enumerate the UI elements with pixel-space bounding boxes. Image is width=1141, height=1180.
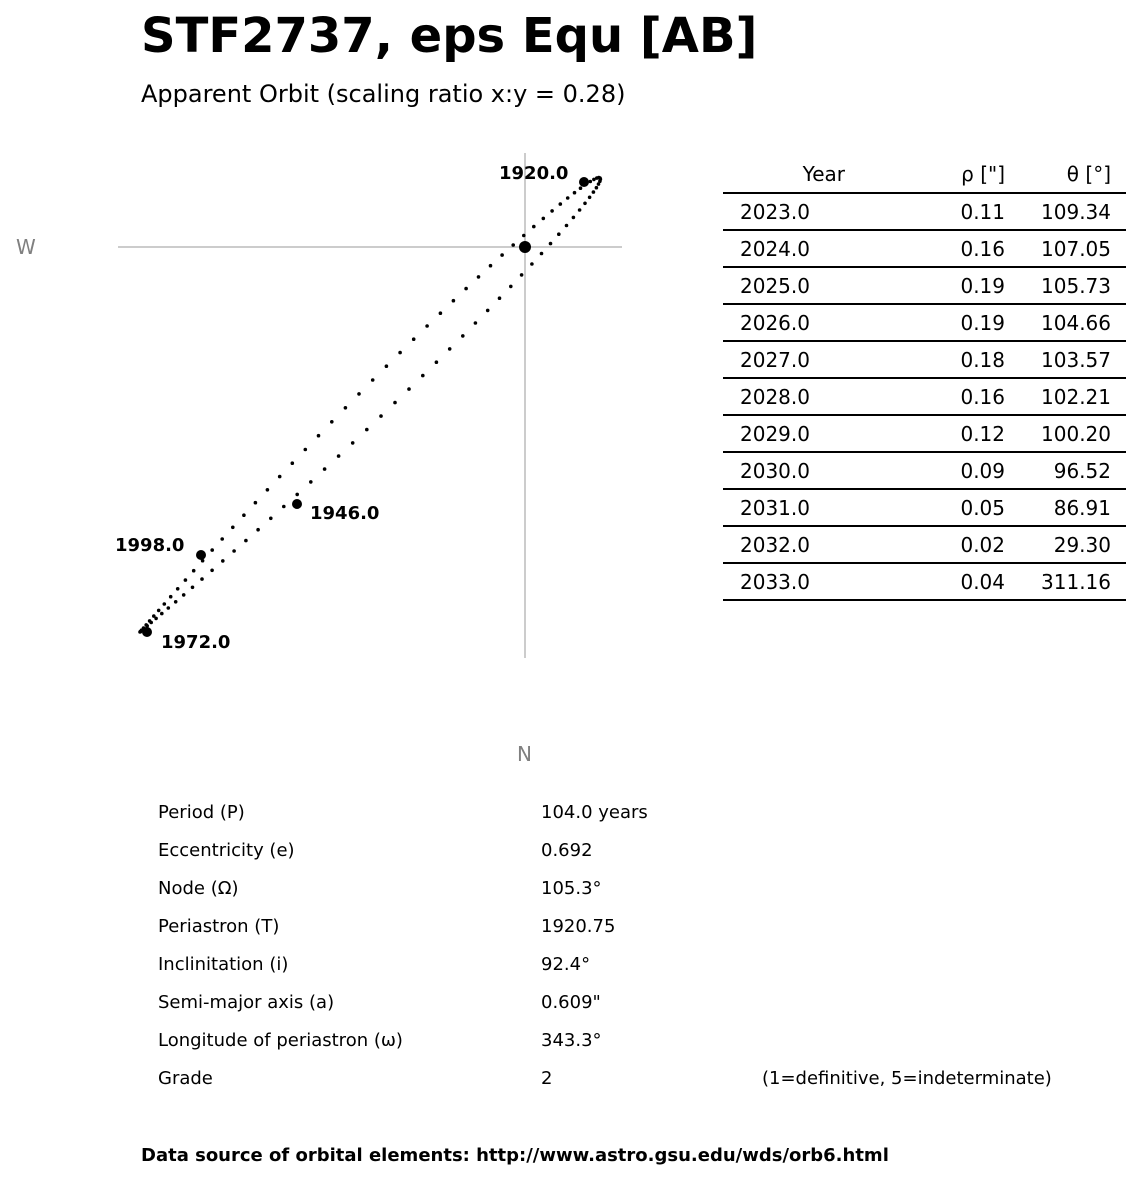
orbit-point [477,275,481,279]
orbit-point [184,578,188,582]
orbit-point [500,253,504,257]
orbit-point [589,180,593,184]
orbit-point [425,324,429,328]
chart-subtitle: Apparent Orbit (scaling ratio x:y = 0.28) [141,80,626,108]
orbit-point [578,208,582,212]
orbit-point [254,501,258,505]
element-value: 104.0 years [541,802,648,823]
ephemeris-table [723,156,1126,601]
orbit-point [583,202,587,206]
chart-title: STF2737, eps Equ [AB] [141,8,758,64]
element-label: Periastron (T) [158,916,280,937]
orbit-point [559,202,563,206]
orbit-point [393,401,397,405]
orbit-point [139,630,143,634]
orbit-point [412,337,416,341]
epoch-label: 1946.0 [310,503,380,524]
epoch-label: 1972.0 [161,632,231,653]
orbit-point [448,347,452,351]
orbit-point [149,621,153,625]
orbit-point [160,612,164,616]
rho-cell: 0.09 [860,452,1020,489]
primary-star-marker [519,241,531,253]
table-row [723,378,1126,415]
orbit-point [174,600,178,604]
rho-cell: 0.16 [860,378,1020,415]
orbit-point [550,209,554,213]
year-cell: 2031.0 [723,489,860,526]
table-row [723,415,1126,452]
epoch-marker [196,550,206,560]
orbit-point [579,186,583,190]
orbit-point [163,602,167,606]
rho-cell: 0.05 [860,489,1020,526]
element-label: Longitude of periastron (ω) [158,1030,403,1051]
epoch-label: 1920.0 [499,163,569,184]
year-cell: 2026.0 [723,304,860,341]
orbit-point [452,299,456,303]
header-rho: ρ ["] [860,156,1020,193]
table-row [723,341,1126,378]
year-cell: 2025.0 [723,267,860,304]
orbit-point [221,559,225,563]
header-year: Year [723,156,860,193]
orbit-point [337,454,341,458]
theta-cell: 105.73 [1020,267,1126,304]
rho-cell: 0.02 [860,526,1020,563]
orbit-point [242,513,246,517]
rho-cell: 0.11 [860,193,1020,230]
element-value: 92.4° [541,954,591,975]
orbit-point [530,262,534,266]
orbit-point [540,252,544,256]
table-row [723,526,1126,563]
orbit-point [344,406,348,410]
epoch-label: 1998.0 [115,535,185,556]
orbit-point [291,461,295,465]
orbit-point [509,285,513,289]
rho-cell: 0.16 [860,230,1020,267]
orbit-point [191,586,195,590]
table-row [723,452,1126,489]
orbit-point [421,374,425,378]
element-label: Eccentricity (e) [158,840,295,861]
west-label: W [16,235,36,259]
orbit-point [295,493,299,497]
theta-cell: 102.21 [1020,378,1126,415]
orbit-point [351,441,355,445]
orbit-point [304,448,308,452]
orbit-point [511,243,515,247]
orbit-point [232,549,236,553]
rho-cell: 0.19 [860,267,1020,304]
element-value: 2 [541,1068,553,1089]
orbit-point [282,505,286,509]
orbit-point [464,287,468,291]
orbit-point [522,234,526,238]
table-row [723,563,1126,600]
orbit-point [439,311,443,315]
orbit-point [498,296,502,300]
element-label: Node (Ω) [158,878,239,899]
theta-cell: 100.20 [1020,415,1126,452]
orbit-point [309,480,313,484]
element-label: Inclinitation (i) [158,954,289,975]
orbit-point [385,364,389,368]
year-cell: 2023.0 [723,193,860,230]
orbit-point [407,387,411,391]
table-row [723,230,1126,267]
orbit-point [542,217,546,221]
orbit-point [256,528,260,532]
element-value: 105.3° [541,878,602,899]
orbit-point [154,617,158,621]
year-cell: 2029.0 [723,415,860,452]
rho-cell: 0.19 [860,304,1020,341]
orbit-point [167,606,171,610]
theta-cell: 29.30 [1020,526,1126,563]
orbit-point [157,609,161,613]
header-theta: θ [°] [1020,156,1126,193]
epoch-marker [292,499,302,509]
orbit-dots [138,176,602,634]
element-value: 0.692 [541,840,593,861]
epoch-marker [579,177,589,187]
orbit-point [549,242,553,246]
orbit-point [210,569,214,573]
orbit-point [371,378,375,382]
theta-cell: 107.05 [1020,230,1126,267]
table-row [723,193,1126,230]
element-label: Period (P) [158,802,245,823]
north-label: N [517,742,532,766]
orbit-point [244,539,248,543]
element-value: 0.609" [541,992,601,1013]
orbit-point [489,264,493,268]
theta-cell: 311.16 [1020,563,1126,600]
data-source-footer: Data source of orbital elements: http://www.astro.gsu.edu/wds/orb6.html [141,1145,889,1166]
orbit-point [357,392,361,396]
orbit-point [435,360,439,364]
theta-cell: 86.91 [1020,489,1126,526]
year-cell: 2024.0 [723,230,860,267]
orbit-point [461,334,465,338]
element-label: Semi-major axis (a) [158,992,335,1013]
orbit-point [330,420,334,424]
element-value: 343.3° [541,1030,602,1051]
orbit-point [365,428,369,432]
element-note: (1=definitive, 5=indeterminate) [762,1068,1052,1089]
year-cell: 2030.0 [723,452,860,489]
orbit-point [572,216,576,220]
orbit-point [566,196,570,200]
rho-cell: 0.18 [860,341,1020,378]
orbit-point [565,224,569,228]
orbit-point [169,595,173,599]
orbit-point [588,196,592,200]
orbit-point [210,548,214,552]
theta-cell: 104.66 [1020,304,1126,341]
orbit-point [595,186,599,190]
orbit-point [231,526,235,530]
year-cell: 2032.0 [723,526,860,563]
orbit-point [398,351,402,355]
table-row [723,304,1126,341]
orbit-point [532,225,536,229]
orbit-point [317,434,321,438]
rho-cell: 0.12 [860,415,1020,452]
orbit-point [597,182,601,186]
theta-cell: 103.57 [1020,341,1126,378]
year-cell: 2028.0 [723,378,860,415]
orbit-point [176,587,180,591]
orbit-point [200,577,204,581]
orbit-point [520,273,524,277]
year-cell: 2027.0 [723,341,860,378]
orbit-point [379,414,383,418]
orbit-point [557,232,561,236]
orbit-point [269,517,273,521]
table-row [723,489,1126,526]
year-cell: 2033.0 [723,563,860,600]
orbit-point [474,321,478,325]
orbit-point [266,488,270,492]
theta-cell: 96.52 [1020,452,1126,489]
orbit-point [323,467,327,471]
rho-cell: 0.04 [860,563,1020,600]
ephemeris-header-row [723,156,1126,193]
orbit-point [192,569,196,573]
theta-cell: 109.34 [1020,193,1126,230]
epoch-marker [142,627,152,637]
orbit-point [486,309,490,313]
orbit-point [573,191,577,195]
orbit-plot [0,0,700,780]
table-row [723,267,1126,304]
orbit-point [592,190,596,194]
orbit-point [220,537,224,541]
orbit-point [182,593,186,597]
element-value: 1920.75 [541,916,616,937]
element-label: Grade [158,1068,213,1089]
orbit-point [278,475,282,479]
